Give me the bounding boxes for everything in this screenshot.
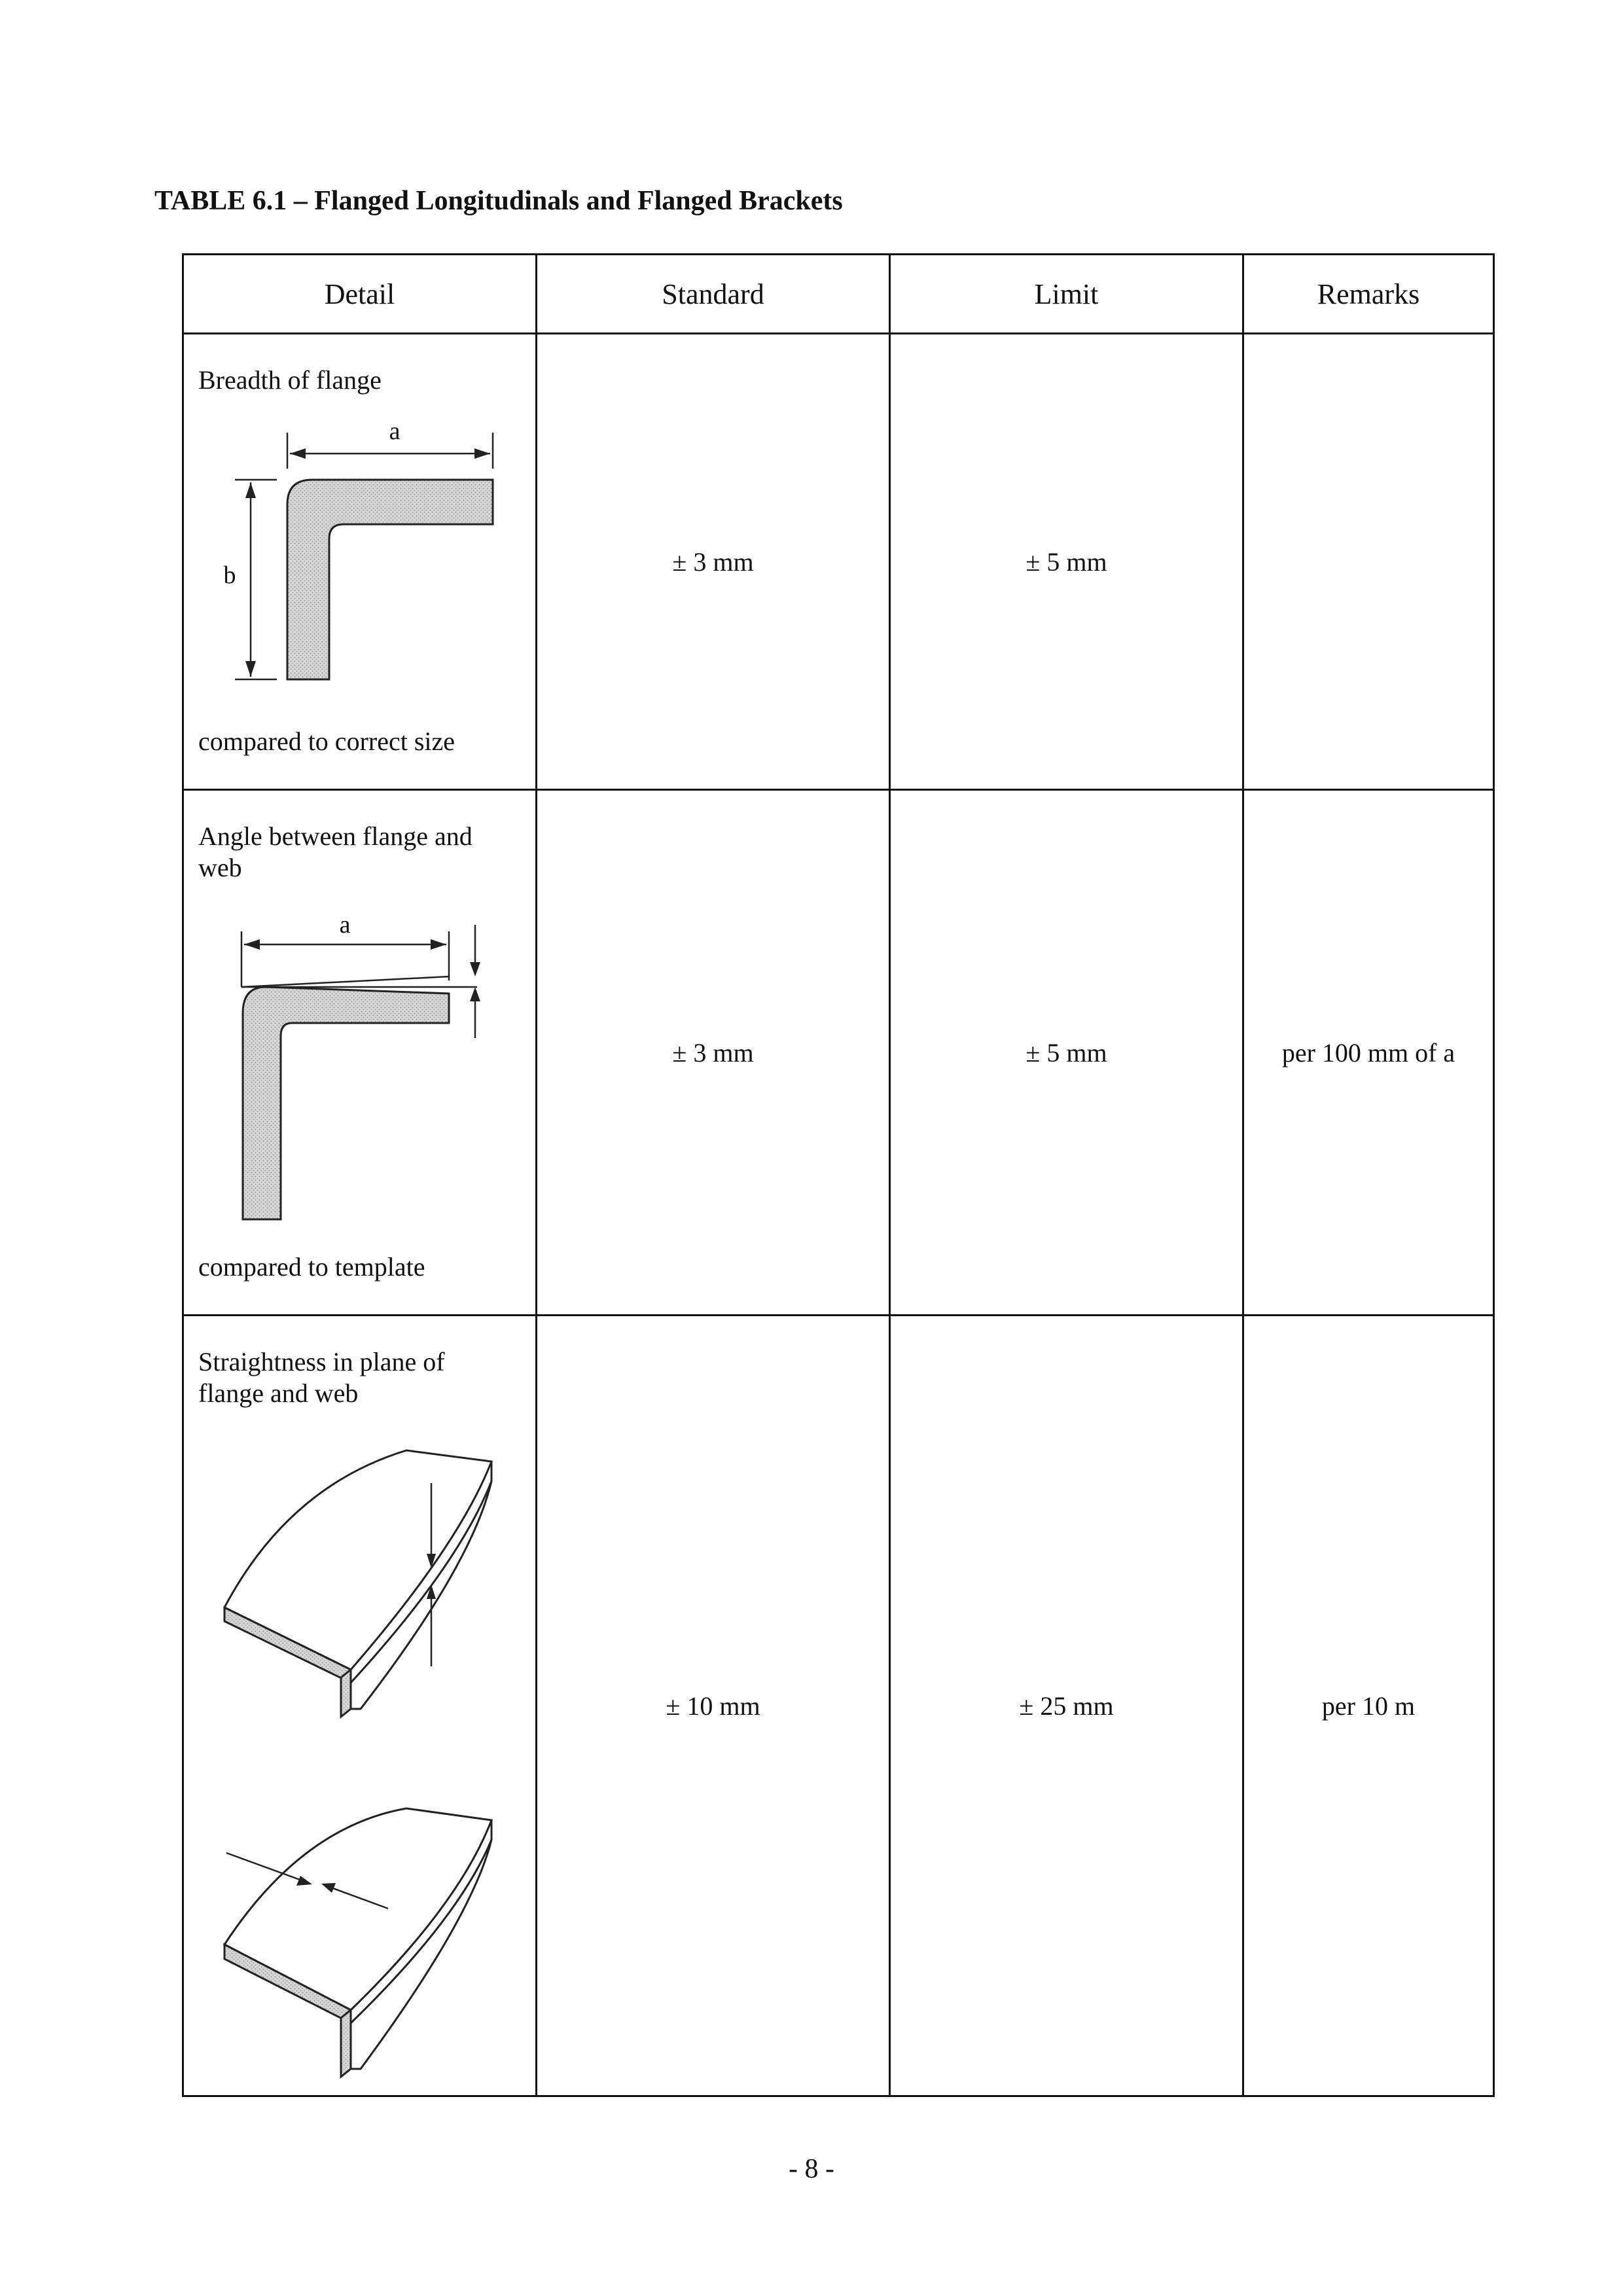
tolerance-table: [182, 253, 1495, 2097]
dimension-b-label: b: [223, 562, 236, 589]
standard-cell: ± 3 mm: [537, 334, 890, 790]
remarks-cell: [1243, 334, 1494, 790]
detail-cell: [183, 1316, 537, 2096]
table-row: [183, 790, 1494, 1316]
header-remarks: Remarks: [1243, 255, 1494, 334]
table-title: TABLE 6.1 – Flanged Longitudinals and Flanged Brackets: [154, 186, 843, 216]
table-row: [183, 1316, 1494, 2096]
standard-cell: ± 10 mm: [537, 1316, 890, 2096]
upper-bent-section: [224, 1450, 491, 1717]
header-limit: Limit: [890, 255, 1243, 334]
limit-cell: ± 25 mm: [890, 1316, 1243, 2096]
limit-cell: ± 5 mm: [890, 790, 1243, 1316]
remarks-cell: per 10 m: [1243, 1316, 1494, 2096]
standard-cell: ± 3 mm: [537, 790, 890, 1316]
header-detail: Detail: [183, 255, 537, 334]
straightness-diagram: [184, 1316, 537, 2097]
detail-label: Angle between flange and web: [198, 821, 473, 882]
dimension-a-label: a: [389, 418, 401, 445]
table-header-row: [183, 255, 1494, 334]
page-number: - 8 -: [789, 2154, 834, 2184]
detail-cell: [183, 334, 537, 790]
detail-label: Straightness in plane of flange and web: [198, 1347, 445, 1408]
detail-note: compared to correct size: [198, 726, 455, 756]
detail-label: Breadth of flange: [198, 365, 382, 395]
header-standard: Standard: [537, 255, 890, 334]
dimension-a-label: a: [339, 911, 351, 939]
table-row: [183, 334, 1494, 790]
flange-breadth-diagram: [184, 334, 537, 791]
detail-cell: [183, 790, 537, 1316]
detail-note: compared to template: [198, 1252, 425, 1282]
flange-angle-diagram: [184, 791, 537, 1316]
lower-bent-section: [224, 1808, 491, 2077]
limit-cell: ± 5 mm: [890, 334, 1243, 790]
remarks-cell: per 100 mm of a: [1243, 790, 1494, 1316]
